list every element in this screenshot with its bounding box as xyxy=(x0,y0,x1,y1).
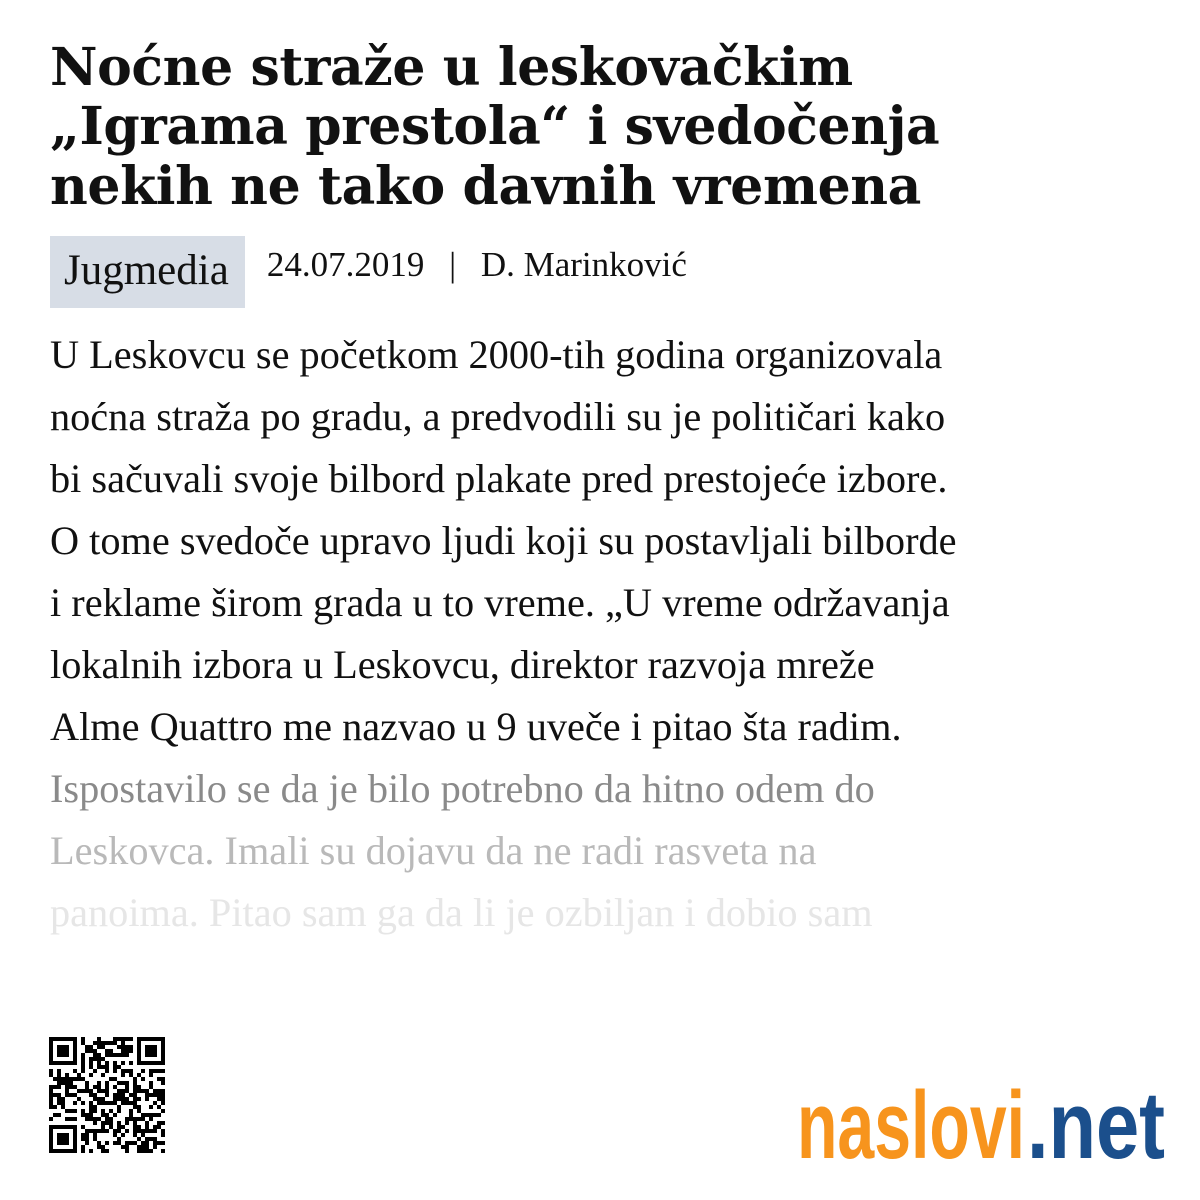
title-line: „Igrama prestola“ i svedočenja xyxy=(50,96,940,158)
logo-part-net: .net xyxy=(1027,1072,1165,1168)
title-line: nekih ne tako davnih vremena xyxy=(50,155,921,217)
article-author: D. Marinković xyxy=(480,244,687,284)
excerpt-line-faded: Ispostavilo se da je bilo potrebno da hitno odem do xyxy=(50,765,875,811)
excerpt-line: lokalnih izbora u Leskovcu, direktor razvoja mreže xyxy=(50,641,875,687)
excerpt-line: i reklame širom grada u to vreme. „U vreme održavanja xyxy=(50,579,950,625)
excerpt-line: bi sačuvali svoje bilbord plakate pred prestojeće izbore. xyxy=(50,455,948,501)
excerpt-line-faded: panoima. Pitao sam ga da li je ozbiljan i dobio sam xyxy=(50,889,873,935)
excerpt-line-faded: Leskovca. Imali su dojavu da ne radi rasveta na xyxy=(50,827,817,873)
excerpt-line: noćna straža po gradu, a predvodili su je političari kako xyxy=(50,393,946,439)
article-card xyxy=(50,38,1160,944)
article-excerpt xyxy=(50,324,1160,944)
naslovi-logo[interactable] xyxy=(795,1072,1170,1168)
excerpt-line: Alme Quattro me nazvao u 9 uveče i pitao šta radim. xyxy=(50,703,902,749)
excerpt-line: O tome svedoče upravo ljudi koji su postavljali bilborde xyxy=(50,517,957,563)
logo-part-naslovi: naslovi xyxy=(797,1072,1025,1168)
meta-info xyxy=(267,242,687,288)
meta-separator: | xyxy=(449,244,457,284)
excerpt-line: U Leskovcu se početkom 2000-tih godina organizovala xyxy=(50,331,943,377)
article-date: 24.07.2019 xyxy=(266,244,425,284)
title-line: Noćne straže u leskovačkim xyxy=(50,37,853,98)
qr-code-icon[interactable] xyxy=(49,1037,165,1153)
source-badge[interactable]: Jugmedia xyxy=(50,236,245,308)
article-title[interactable] xyxy=(50,38,1160,216)
article-meta xyxy=(50,236,1160,308)
